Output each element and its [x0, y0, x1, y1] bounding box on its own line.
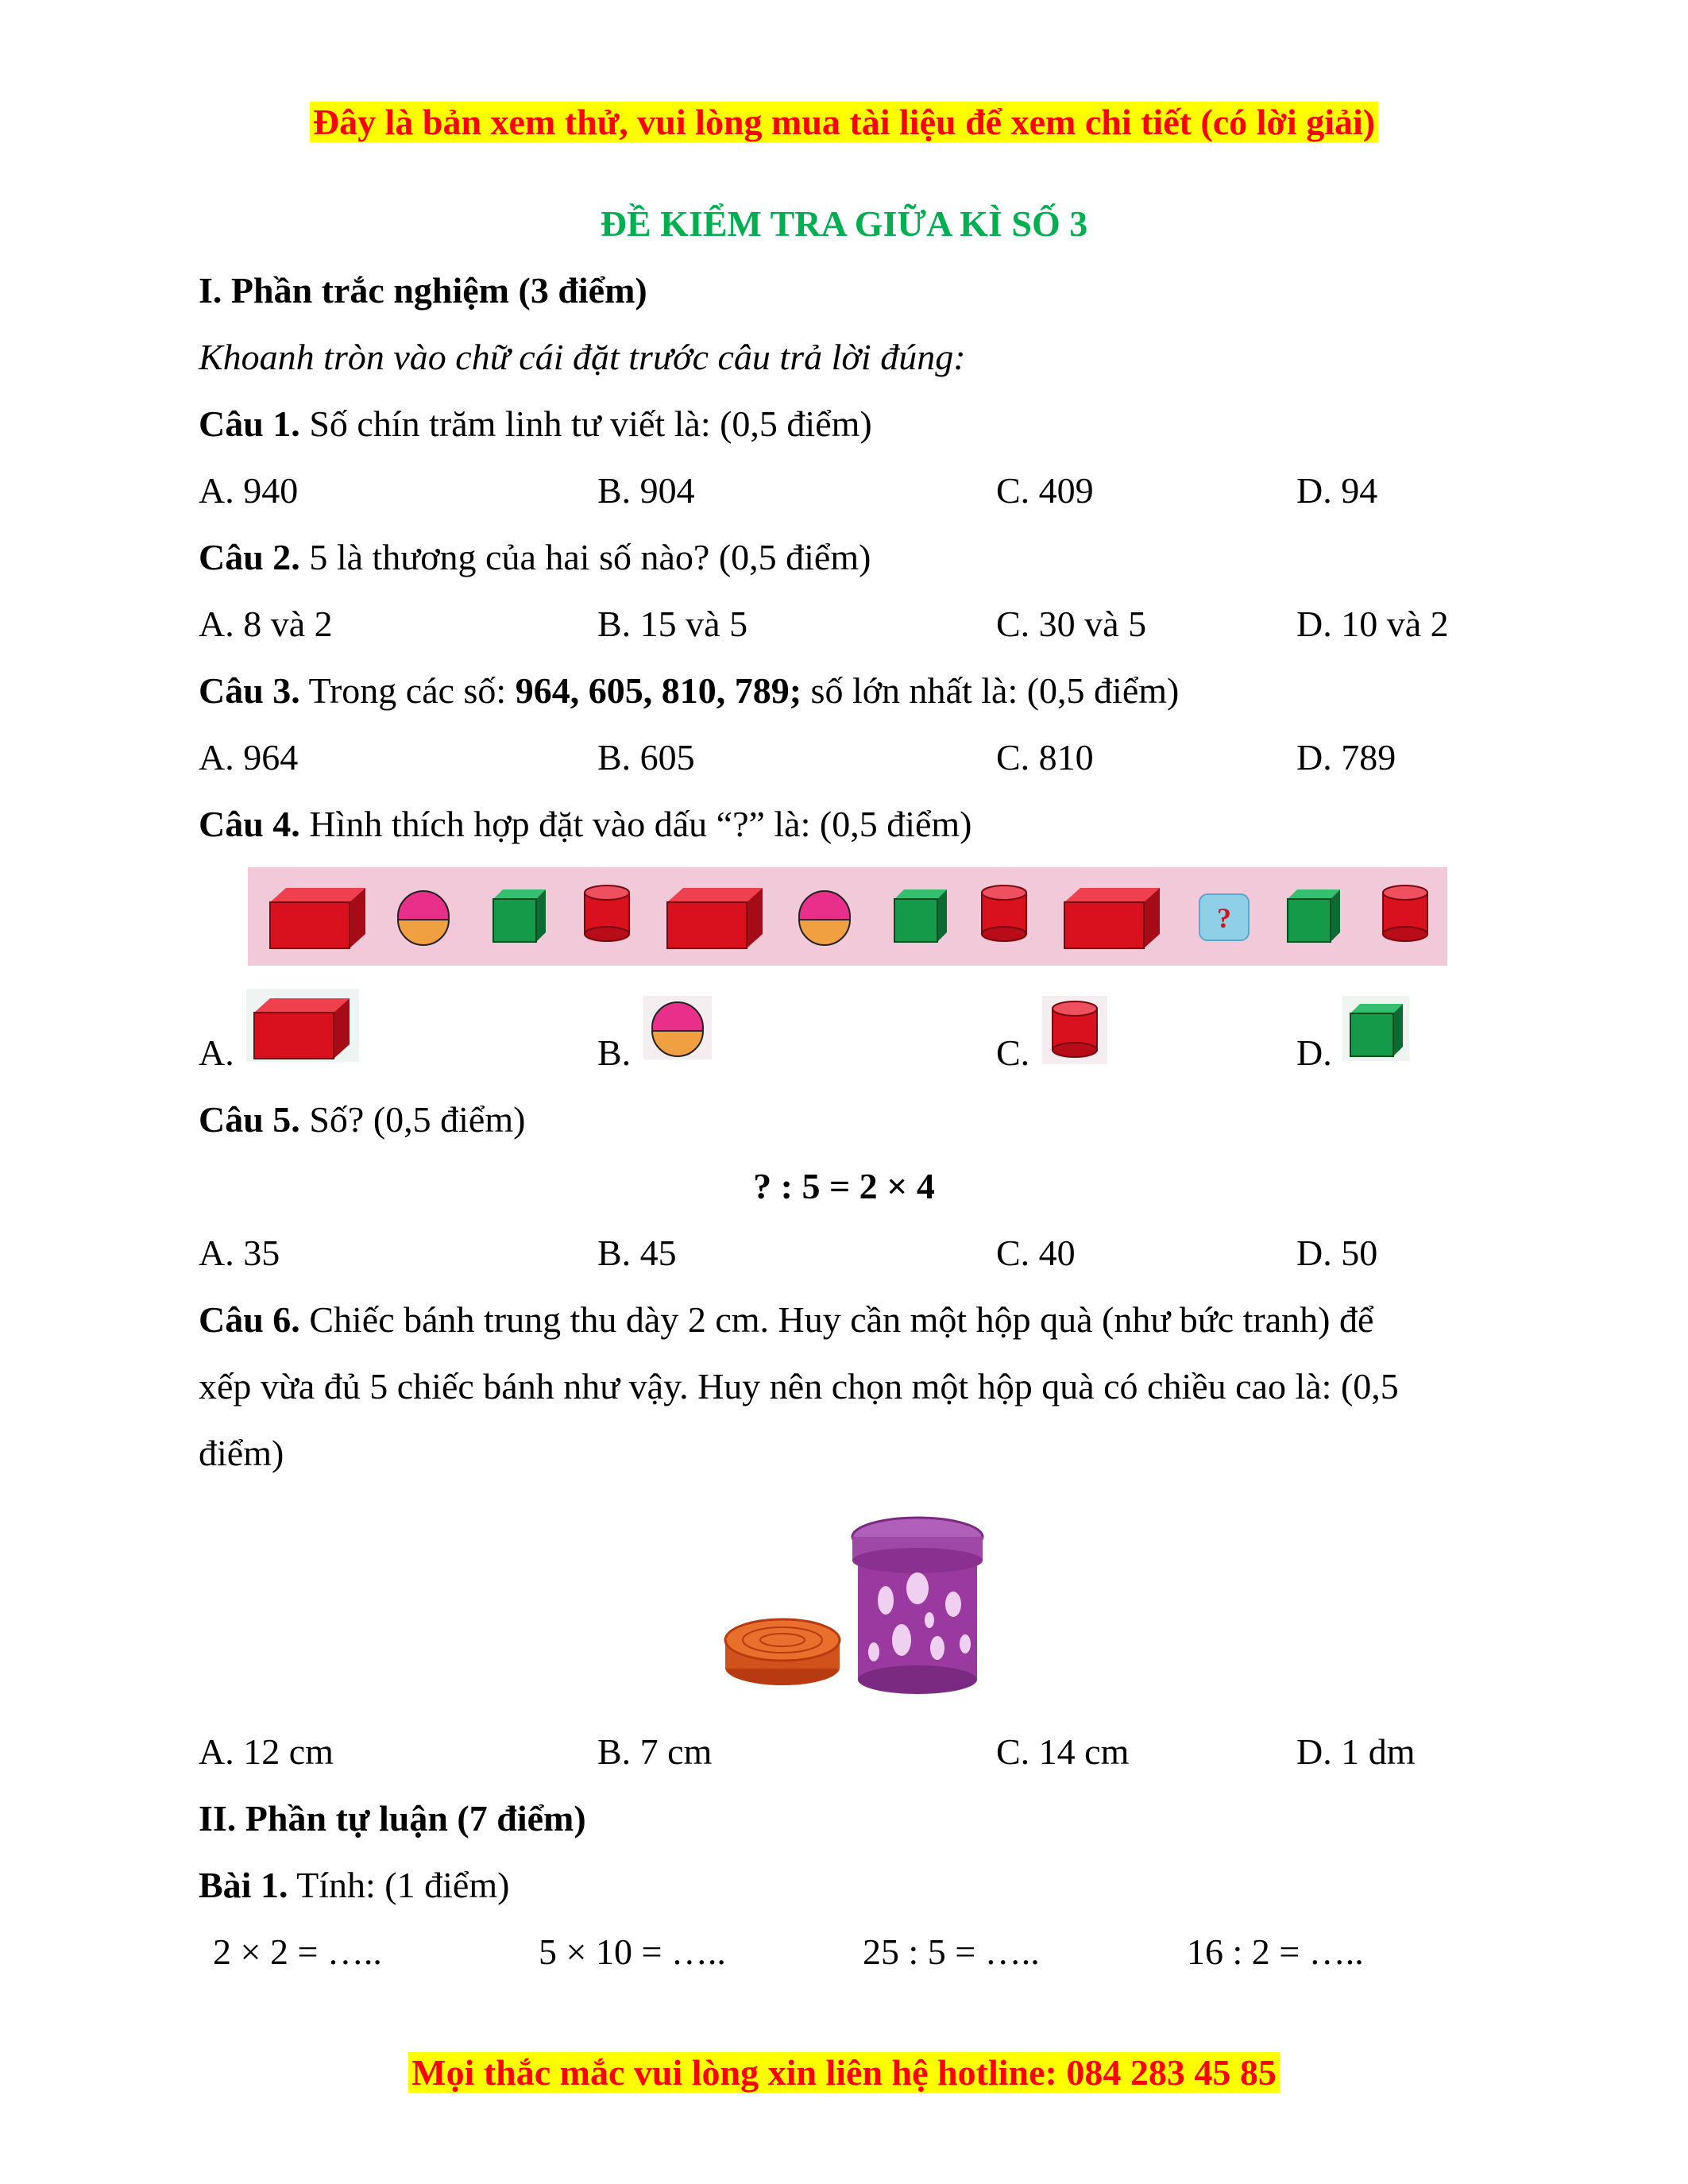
question-text-end: số lớn nhất là: (0,5 điểm) — [802, 670, 1180, 711]
preview-notice-line — [0, 100, 1688, 145]
q6-option-c: C. 14 cm — [996, 1731, 1130, 1772]
question-label: Câu 5. — [199, 1099, 300, 1140]
question-text: Số? (0,5 điểm) — [299, 1099, 526, 1140]
red-box-icon — [1064, 888, 1160, 948]
question-label: Câu 6. — [199, 1299, 300, 1340]
half-sphere-icon — [643, 996, 712, 1059]
q5-option-b: B. 45 — [597, 1233, 677, 1273]
question-text: Chiếc bánh trung thu dày 2 cm. Huy cần một hộp quà (như bức tranh) để — [299, 1299, 1374, 1340]
q3-option-b: B. 605 — [597, 737, 695, 778]
hotline-notice-line — [0, 2051, 1688, 2095]
equation: ? : 5 = 2 × 4 — [753, 1166, 935, 1206]
bai-text: Tính: (1 điểm) — [288, 1865, 510, 1905]
instruction: Khoanh tròn vào chữ cái đặt trước câu trả lời đúng: — [199, 337, 966, 377]
exam-title: ĐỀ KIỂM TRA GIỮA KÌ SỐ 3 — [600, 203, 1088, 244]
part2-heading: II. Phần tự luận (7 điểm) — [199, 1798, 586, 1839]
question-5 — [199, 1096, 525, 1144]
question-text: 5 là thương của hai số nào? (0,5 điểm) — [299, 537, 871, 577]
question-mark-tile — [1199, 894, 1249, 940]
half-sphere-icon — [398, 891, 449, 945]
q4-option-c-image — [1042, 996, 1107, 1064]
question-6-line-2: xếp vừa đủ 5 chiếc bánh như vậy. Huy nên chọn một hộp quà có chiều cao là: (0,5 — [199, 1366, 1399, 1406]
hotline-notice: Mọi thắc mắc vui lòng xin liên hệ hotline: 084 283 45 85 — [408, 2052, 1280, 2093]
green-cube-icon — [1288, 889, 1340, 942]
question-text: Hình thích hợp đặt vào dấu “?” là: (0,5 điểm) — [299, 804, 972, 844]
question-label: Câu 1. — [199, 403, 300, 444]
green-cube-icon — [894, 889, 947, 942]
q1-option-a: A. 940 — [199, 470, 299, 511]
q4-option-b-image — [643, 996, 712, 1059]
q4-option-a: A. — [199, 1032, 234, 1073]
shape-sequence-strip — [248, 867, 1447, 966]
q1-option-d: D. 94 — [1296, 470, 1378, 511]
preview-notice: Đây là bản xem thử, vui lòng mua tài liệu để xem chi tiết (có lời giải) — [310, 102, 1378, 142]
bai-1 — [199, 1862, 509, 1909]
q2-option-c: C. 30 và 5 — [996, 604, 1147, 644]
q5-option-c: C. 40 — [996, 1233, 1076, 1273]
q3-option-a: A. 964 — [199, 737, 299, 778]
red-box-icon — [246, 989, 359, 1062]
mooncake-icon — [725, 1619, 840, 1685]
question-4 — [199, 801, 972, 848]
q6-option-d: D. 1 dm — [1296, 1731, 1416, 1772]
q3-option-c: C. 810 — [996, 737, 1094, 778]
svg-text:?: ? — [1217, 902, 1231, 934]
question-3 — [199, 667, 1179, 715]
half-sphere-icon — [799, 891, 850, 945]
gift-box-icon — [852, 1518, 983, 1694]
question-text: Số chín trăm linh tư viết là: (0,5 điểm) — [299, 403, 872, 444]
q2-option-d: D. 10 và 2 — [1296, 604, 1449, 644]
red-cylinder-icon — [1383, 886, 1427, 941]
q4-option-b: B. — [597, 1032, 632, 1073]
part1-heading: I. Phần trắc nghiệm (3 điểm) — [199, 270, 647, 311]
calc-4: 16 : 2 = ….. — [1187, 1931, 1364, 1972]
q5-option-d: D. 50 — [1296, 1233, 1378, 1273]
question-6 — [199, 1296, 1373, 1344]
q4-option-a-image — [246, 989, 359, 1062]
shape-sequence — [248, 867, 1447, 966]
q3-option-d: D. 789 — [1296, 737, 1396, 778]
question-6-line-3: điểm) — [199, 1433, 284, 1473]
question-label: Câu 2. — [199, 537, 300, 577]
q1-option-c: C. 409 — [996, 470, 1094, 511]
question-label: Câu 4. — [199, 804, 300, 844]
question-label: Câu 3. — [199, 670, 300, 711]
q1-option-b: B. 904 — [597, 470, 695, 511]
green-cube-icon — [493, 889, 546, 942]
red-box-icon — [667, 888, 763, 948]
bai-label: Bài 1. — [199, 1865, 288, 1905]
q4-option-d: D. — [1296, 1032, 1332, 1073]
q6-option-a: A. 12 cm — [199, 1731, 334, 1772]
question-text: Trong các số: — [299, 670, 516, 711]
q6-option-b: B. 7 cm — [597, 1731, 713, 1772]
calc-1: 2 × 2 = ….. — [213, 1931, 382, 1972]
mooncake-giftbox-picture — [719, 1505, 989, 1696]
question-2 — [199, 534, 871, 581]
q4-option-c: C. — [996, 1032, 1030, 1073]
q2-option-b: B. 15 và 5 — [597, 604, 748, 644]
red-cylinder-icon — [982, 886, 1026, 941]
question-numbers: 964, 605, 810, 789; — [515, 670, 802, 711]
q2-option-a: A. 8 và 2 — [199, 604, 333, 644]
red-box-icon — [270, 888, 365, 948]
q5-option-a: A. 35 — [199, 1233, 280, 1273]
red-cylinder-icon — [585, 886, 629, 941]
question-1 — [199, 400, 872, 448]
red-cylinder-icon — [1042, 996, 1107, 1064]
green-cube-icon — [1342, 996, 1409, 1061]
q4-option-d-image — [1342, 996, 1409, 1061]
calc-3: 25 : 5 = ….. — [863, 1931, 1040, 1972]
calc-2: 5 × 10 = ….. — [539, 1931, 726, 1972]
